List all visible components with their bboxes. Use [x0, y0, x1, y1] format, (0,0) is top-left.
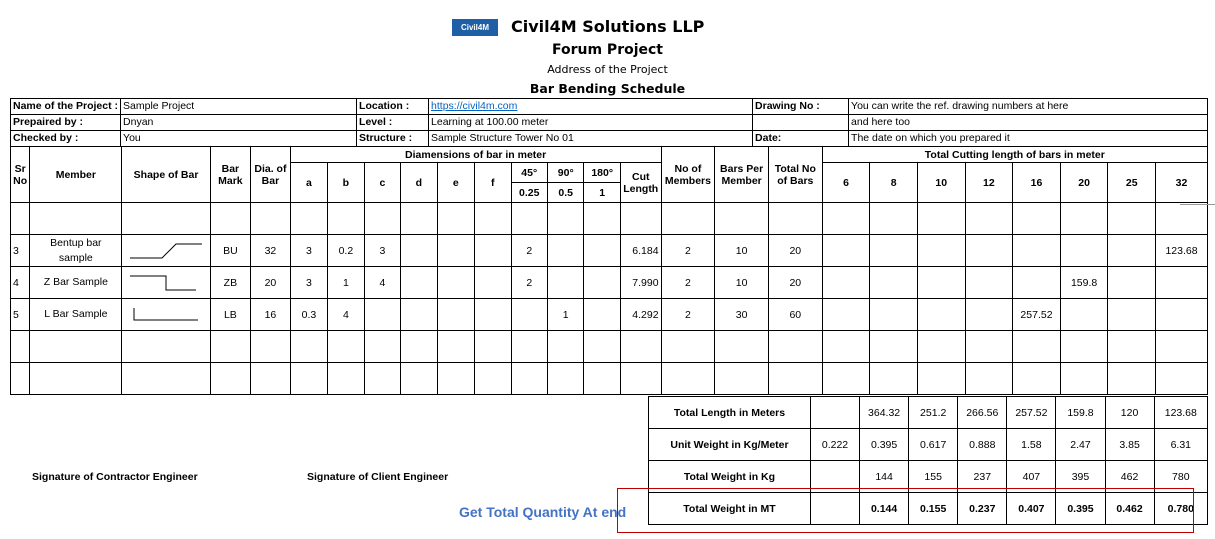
totals-unit-dia-12: 0.888: [958, 429, 1007, 461]
location-label: Location :: [357, 99, 429, 115]
totals-mt-dia-8: 0.144: [860, 493, 909, 525]
cell-cut[interactable]: 6.184: [620, 235, 661, 267]
cell-length-dia-6[interactable]: [822, 299, 870, 331]
cell-dia[interactable]: 16: [251, 299, 291, 331]
dia-20-header: 20: [1060, 163, 1108, 203]
client-signature-label: Signature of Client Engineer: [307, 471, 449, 483]
empty-cell[interactable]: [30, 331, 122, 363]
totals-length-dia-16: 257.52: [1007, 397, 1056, 429]
empty-cell[interactable]: [768, 331, 822, 363]
totals-weight-dia-20: 395: [1056, 461, 1105, 493]
cell-length-dia-12[interactable]: [965, 235, 1013, 267]
empty-cell[interactable]: [11, 331, 30, 363]
empty-cell[interactable]: [290, 363, 327, 395]
empty-cell[interactable]: [1156, 363, 1208, 395]
cell-member[interactable]: L Bar Sample: [30, 299, 122, 331]
empty-cell[interactable]: [1108, 363, 1156, 395]
bar-shape-bentup-icon[interactable]: [122, 235, 210, 267]
empty-cell[interactable]: [715, 331, 769, 363]
drawing-no-label: Drawing No :: [753, 99, 849, 115]
cell-length-dia-32[interactable]: [1156, 299, 1208, 331]
cell-mark[interactable]: BU: [210, 235, 251, 267]
checked-by-label: Checked by :: [11, 131, 121, 147]
drawing-blank: [753, 115, 849, 131]
dia-header: Dia. of Bar: [251, 147, 291, 203]
cell-length-dia-25[interactable]: [1108, 267, 1156, 299]
dia-8-header: 8: [870, 163, 918, 203]
totals-label-weight: Total Weight in Kg: [649, 461, 811, 493]
cutting-length-group-header: Total Cutting length of bars in meter: [822, 147, 1207, 163]
table-row: [11, 203, 1208, 235]
empty-cell[interactable]: [437, 331, 474, 363]
empty-cell[interactable]: [475, 363, 511, 395]
member-header: Member: [30, 147, 122, 203]
cell-f[interactable]: [475, 299, 511, 331]
cell-sr[interactable]: 5: [11, 299, 30, 331]
empty-cell[interactable]: [1060, 331, 1108, 363]
cell-bpm[interactable]: 10: [715, 235, 769, 267]
cell-length-dia-20[interactable]: [1060, 235, 1108, 267]
empty-cell[interactable]: [1108, 331, 1156, 363]
cell-cut[interactable]: 7.990: [620, 267, 661, 299]
empty-cell[interactable]: [11, 363, 30, 395]
empty-cell[interactable]: [661, 363, 715, 395]
cell-members[interactable]: 2: [661, 299, 715, 331]
table-row: [11, 363, 1208, 395]
empty-cell[interactable]: [870, 331, 918, 363]
totals-unit-dia-8: 0.395: [860, 429, 909, 461]
dia-32-header: 32: [1156, 163, 1208, 203]
empty-cell[interactable]: [917, 331, 965, 363]
dim-f-header: f: [475, 163, 511, 203]
totals-length-dia-12: 266.56: [958, 397, 1007, 429]
cell-length-dia-32[interactable]: 123.68: [1156, 235, 1208, 267]
empty-cell[interactable]: [30, 363, 122, 395]
table-row: [11, 299, 1208, 331]
cell-d[interactable]: [401, 235, 437, 267]
schedule-title: Bar Bending Schedule: [529, 81, 686, 96]
cell-length-dia-12[interactable]: [965, 267, 1013, 299]
totals-weight-dia-25: 462: [1105, 461, 1154, 493]
empty-cell[interactable]: [251, 363, 291, 395]
cell-length-dia-10[interactable]: [917, 267, 965, 299]
empty-cell[interactable]: [965, 363, 1013, 395]
cell-member[interactable]: Z Bar Sample: [30, 267, 122, 299]
cell-c[interactable]: [364, 299, 400, 331]
totals-row-unit: [649, 429, 1208, 461]
empty-cell[interactable]: [1060, 363, 1108, 395]
location-link[interactable]: [429, 99, 753, 115]
empty-cell[interactable]: [584, 331, 620, 363]
dia-16-header: 16: [1013, 163, 1061, 203]
cell-d45[interactable]: [511, 299, 547, 331]
empty-cell[interactable]: [401, 331, 437, 363]
empty-cell[interactable]: [768, 363, 822, 395]
empty-cell[interactable]: [437, 363, 474, 395]
dimensions-group-header: Diamensions of bar in meter: [290, 147, 661, 163]
totals-mt-dia-12: 0.237: [958, 493, 1007, 525]
project-info-table: [10, 98, 1208, 147]
prepared-by-label: Prepaired by :: [11, 115, 121, 131]
cell-f[interactable]: [475, 267, 511, 299]
bar-shape-lbar-icon[interactable]: [122, 299, 210, 331]
empty-cell[interactable]: [584, 363, 620, 395]
project-title: Forum Project: [551, 42, 663, 58]
cell-length-dia-8[interactable]: [870, 299, 918, 331]
totals-weight-dia-16: 407: [1007, 461, 1056, 493]
totals-weight-dia-12: 237: [958, 461, 1007, 493]
cell-length-dia-25[interactable]: [1108, 299, 1156, 331]
totals-weight-dia-8: 144: [860, 461, 909, 493]
page-break-line: [1180, 204, 1215, 205]
cell-dia[interactable]: 20: [251, 267, 291, 299]
cell-d45[interactable]: 2: [511, 267, 547, 299]
cell-length-dia-16[interactable]: [1013, 267, 1061, 299]
level-value[interactable]: Learning at 100.00 meter: [429, 115, 753, 131]
cell-mark[interactable]: LB: [210, 299, 251, 331]
cell-total[interactable]: 20: [768, 235, 822, 267]
cell-b[interactable]: 0.2: [328, 235, 364, 267]
dim-a-header: a: [290, 163, 327, 203]
dim-d-header: d: [401, 163, 437, 203]
totals-unit-dia-32: 6.31: [1154, 429, 1207, 461]
cell-length-dia-16[interactable]: 257.52: [1013, 299, 1061, 331]
cell-length-dia-12[interactable]: [965, 299, 1013, 331]
totals-unit-dia-20: 2.47: [1056, 429, 1105, 461]
empty-cell[interactable]: [822, 331, 870, 363]
drawing-no-value-1[interactable]: You can write the ref. drawing numbers at here: [849, 99, 1208, 115]
cell-length-dia-10[interactable]: [917, 235, 965, 267]
empty-cell[interactable]: [364, 363, 400, 395]
drawing-no-value-2[interactable]: and here too: [849, 115, 1208, 131]
company-logo: Civil4M: [452, 19, 498, 36]
cell-e[interactable]: [437, 299, 474, 331]
totals-unit-dia-10: 0.617: [909, 429, 958, 461]
project-name-value[interactable]: Sample Project: [121, 99, 357, 115]
totals-length-dia-32: 123.68: [1154, 397, 1207, 429]
highlight-box: [617, 488, 1194, 533]
cell-d90[interactable]: [547, 235, 583, 267]
totals-unit-dia-25: 3.85: [1105, 429, 1154, 461]
cell-length-dia-6[interactable]: [822, 267, 870, 299]
totals-length-dia-8: 364.32: [860, 397, 909, 429]
company-name: Civil4M Solutions LLP: [511, 17, 705, 36]
dia-12-header: 12: [965, 163, 1013, 203]
cell-cut[interactable]: 4.292: [620, 299, 661, 331]
cell-e[interactable]: [437, 235, 474, 267]
empty-cell[interactable]: [917, 363, 965, 395]
cell-a[interactable]: 3: [290, 267, 327, 299]
cell-mark[interactable]: ZB: [210, 267, 251, 299]
cell-d90[interactable]: [547, 267, 583, 299]
cell-total[interactable]: 60: [768, 299, 822, 331]
sr-no-header: Sr No: [11, 147, 30, 203]
empty-cell[interactable]: [122, 331, 210, 363]
cell-d90[interactable]: 1: [547, 299, 583, 331]
cell-length-dia-10[interactable]: [917, 299, 965, 331]
cell-sr[interactable]: 4: [11, 267, 30, 299]
totals-mt-dia-16: 0.407: [1007, 493, 1056, 525]
cell-a[interactable]: 0.3: [290, 299, 327, 331]
cell-d180[interactable]: [584, 235, 620, 267]
prepared-by-value[interactable]: Dnyan: [121, 115, 357, 131]
cell-sr[interactable]: 3: [11, 235, 30, 267]
bar-schedule-table: [10, 146, 1208, 395]
bar-shape-zbar-icon[interactable]: [122, 267, 210, 299]
date-label: Date:: [753, 131, 849, 147]
totals-label-unit: Unit Weight in Kg/Meter: [649, 429, 811, 461]
cell-length-dia-6[interactable]: [822, 235, 870, 267]
cell-length-dia-20[interactable]: 159.8: [1060, 267, 1108, 299]
cut-length-header: Cut Length: [620, 163, 661, 203]
totals-weight-dia-10: 155: [909, 461, 958, 493]
bend-90-header: 90°: [547, 163, 583, 183]
table-row: [11, 267, 1208, 299]
empty-cell[interactable]: [1156, 331, 1208, 363]
table-row: [11, 235, 1208, 267]
totals-row-length: [649, 397, 1208, 429]
cell-f[interactable]: [475, 235, 511, 267]
empty-cell[interactable]: [715, 363, 769, 395]
totals-label-mt: Total Weight in MT: [649, 493, 811, 525]
cell-members[interactable]: 2: [661, 267, 715, 299]
totals-length-dia-20: 159.8: [1056, 397, 1105, 429]
empty-cell[interactable]: [328, 363, 364, 395]
totals-mt-dia-20: 0.395: [1056, 493, 1105, 525]
bend-180-header: 180°: [584, 163, 620, 183]
empty-cell[interactable]: [475, 331, 511, 363]
empty-cell[interactable]: [122, 363, 210, 395]
bar-mark-header: Bar Mark: [210, 147, 251, 203]
cell-length-dia-25[interactable]: [1108, 235, 1156, 267]
bend-45-header: 45°: [511, 163, 547, 183]
empty-cell[interactable]: [401, 363, 437, 395]
cell-b[interactable]: 1: [328, 267, 364, 299]
empty-cell[interactable]: [290, 331, 327, 363]
project-name-label: Name of the Project :: [11, 99, 121, 115]
empty-cell[interactable]: [511, 363, 547, 395]
empty-cell[interactable]: [547, 363, 583, 395]
empty-cell[interactable]: [511, 331, 547, 363]
total-bars-header: Total No of Bars: [768, 147, 822, 203]
cell-b[interactable]: 4: [328, 299, 364, 331]
totals-label-length: Total Length in Meters: [649, 397, 811, 429]
empty-cell[interactable]: [364, 331, 400, 363]
cell-length-dia-16[interactable]: [1013, 235, 1061, 267]
structure-value[interactable]: Sample Structure Tower No 01: [429, 131, 753, 147]
project-address: Address of the Project: [547, 63, 668, 76]
totals-length-dia-6: [810, 397, 859, 429]
totals-length-dia-25: 120: [1105, 397, 1154, 429]
cell-e[interactable]: [437, 267, 474, 299]
shape-header: Shape of Bar: [122, 147, 210, 203]
empty-cell[interactable]: [661, 331, 715, 363]
cell-dia[interactable]: 32: [251, 235, 291, 267]
structure-label: Structure :: [357, 131, 429, 147]
cell-total[interactable]: 20: [768, 267, 822, 299]
totals-weight-dia-32: 780: [1154, 461, 1207, 493]
totals-unit-dia-6: 0.222: [810, 429, 859, 461]
bend-45-factor: 0.25: [511, 183, 547, 203]
totals-mt-dia-10: 0.155: [909, 493, 958, 525]
cell-bpm[interactable]: 30: [715, 299, 769, 331]
cell-d180[interactable]: [584, 299, 620, 331]
bars-per-member-header: Bars Per Member: [715, 147, 769, 203]
dim-b-header: b: [328, 163, 364, 203]
cell-a[interactable]: 3: [290, 235, 327, 267]
checked-by-value[interactable]: You: [121, 131, 357, 147]
totals-mt-dia-25: 0.462: [1105, 493, 1154, 525]
empty-cell[interactable]: [328, 331, 364, 363]
empty-cell[interactable]: [251, 331, 291, 363]
bend-180-factor: 1: [584, 183, 620, 203]
date-value[interactable]: The date on which you prepared it: [849, 131, 1208, 147]
cell-member[interactable]: Bentup bar sample: [30, 235, 122, 267]
empty-cell[interactable]: [1013, 331, 1061, 363]
empty-cell[interactable]: [870, 363, 918, 395]
cell-length-dia-8[interactable]: [870, 267, 918, 299]
cell-c[interactable]: 3: [364, 235, 400, 267]
cell-length-dia-32[interactable]: [1156, 267, 1208, 299]
totals-length-dia-10: 251.2: [909, 397, 958, 429]
cell-d[interactable]: [401, 299, 437, 331]
empty-cell[interactable]: [965, 331, 1013, 363]
dia-25-header: 25: [1108, 163, 1156, 203]
table-row: [11, 331, 1208, 363]
totals-mt-dia-32: 0.780: [1154, 493, 1207, 525]
cell-d45[interactable]: 2: [511, 235, 547, 267]
dia-6-header: 6: [822, 163, 870, 203]
empty-cell[interactable]: [822, 363, 870, 395]
cell-d180[interactable]: [584, 267, 620, 299]
cell-members[interactable]: 2: [661, 235, 715, 267]
no-of-members-header: No of Members: [661, 147, 715, 203]
contractor-signature-label: Signature of Contractor Engineer: [32, 471, 198, 483]
empty-cell[interactable]: [210, 331, 251, 363]
empty-cell[interactable]: [620, 331, 661, 363]
cell-length-dia-20[interactable]: [1060, 299, 1108, 331]
cell-bpm[interactable]: 10: [715, 267, 769, 299]
bend-90-factor: 0.5: [547, 183, 583, 203]
level-label: Level :: [357, 115, 429, 131]
cell-length-dia-8[interactable]: [870, 235, 918, 267]
empty-cell[interactable]: [547, 331, 583, 363]
empty-cell[interactable]: [1013, 363, 1061, 395]
cell-c[interactable]: 4: [364, 267, 400, 299]
dim-c-header: c: [364, 163, 400, 203]
cell-d[interactable]: [401, 267, 437, 299]
empty-cell[interactable]: [620, 363, 661, 395]
dia-10-header: 10: [917, 163, 965, 203]
totals-unit-dia-16: 1.58: [1007, 429, 1056, 461]
dim-e-header: e: [437, 163, 474, 203]
empty-cell[interactable]: [210, 363, 251, 395]
location-value[interactable]: https://civil4m.com: [431, 100, 518, 112]
total-quantity-note: Get Total Quantity At end: [459, 504, 627, 520]
